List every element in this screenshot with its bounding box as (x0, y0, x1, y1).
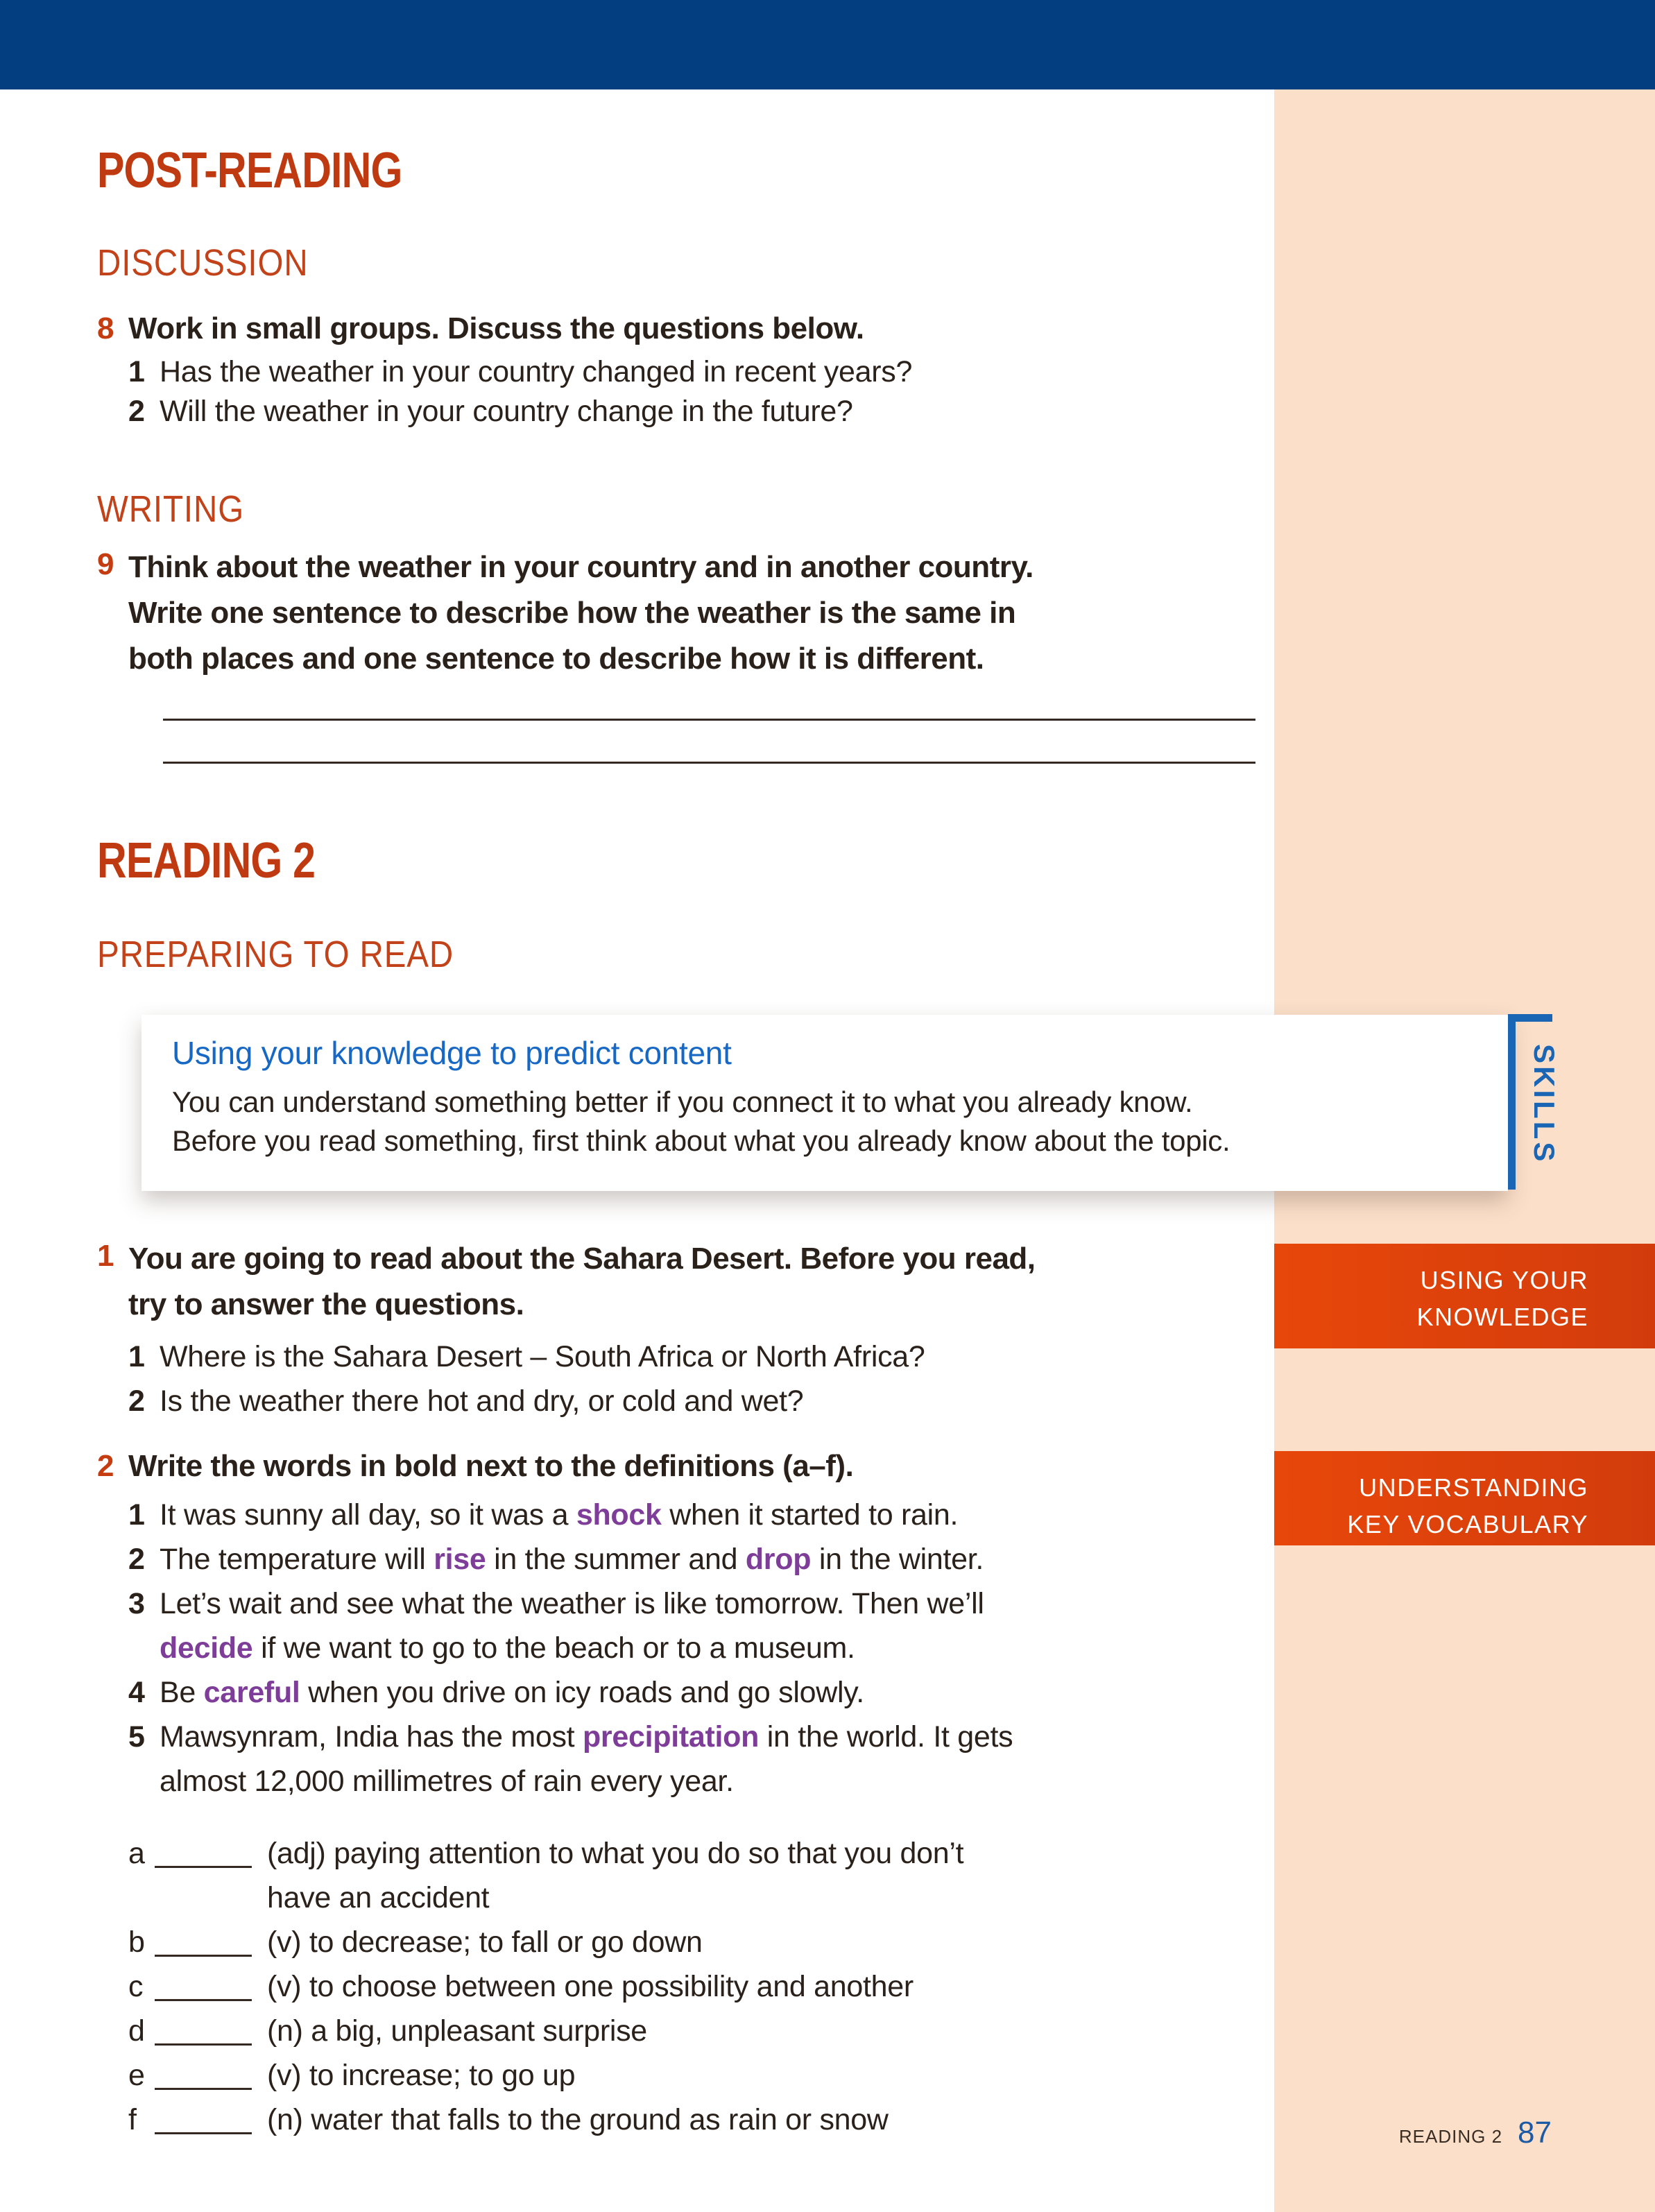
sentence-number: 3 (128, 1587, 145, 1620)
sentence-line (160, 1537, 984, 1581)
definition-blank[interactable] (155, 1964, 252, 2001)
question-text: Is the weather there hot and dry, or cold and wet? (160, 1384, 804, 1418)
definition-text (267, 1964, 914, 2009)
writing-heading: WRITING (97, 488, 245, 530)
page-number: 87 (1518, 2116, 1552, 2150)
skills-box-body (172, 1083, 1487, 1160)
sentence-row (128, 1581, 1013, 1670)
body-line: Before you read something, first think about what you already know about the topic. (172, 1124, 1230, 1157)
sentence-line (160, 1493, 958, 1537)
sentence-text: Let’s wait and see what the weather is like tomorrow. Then we’ll (160, 1587, 984, 1620)
instruction-line: Think about the weather in your country and in another country. (128, 550, 1034, 584)
exercise-1-number: 1 (97, 1239, 114, 1273)
question-row (128, 1379, 925, 1423)
sentence-text: in the world. It gets (759, 1720, 1013, 1754)
sentence-text: It was sunny all day, so it was a (160, 1498, 576, 1532)
question-row (128, 352, 912, 392)
sentence-row (128, 1715, 1013, 1803)
footer-section-label: READING 2 (1398, 2126, 1503, 2147)
sentence-text: in the summer and (486, 1543, 746, 1576)
sentence-number: 1 (128, 1498, 145, 1532)
exercise-8-number: 8 (97, 311, 114, 345)
vocabulary-sentence-list (128, 1493, 1013, 1803)
definition-list (128, 1831, 963, 2142)
exercise-9-number: 9 (97, 547, 114, 581)
vocabulary-keyword: shock (576, 1498, 662, 1532)
exercise-1-question-list (128, 1335, 925, 1423)
exercise-2 (97, 1446, 853, 1486)
sentence-text: Mawsynram, India has the most (160, 1720, 583, 1754)
reading-2-title: READING 2 (97, 833, 316, 889)
skills-box-heading: Using your knowledge to predict content (172, 1035, 732, 1071)
instruction-line: try to answer the questions. (128, 1287, 524, 1321)
definition-letter: e (128, 2059, 145, 2092)
definition-text-line: (v) to choose between one possibility and another (267, 1970, 914, 2003)
skills-vertical-label: SKILLS (1528, 1044, 1561, 1165)
definition-letter: a (128, 1837, 145, 1870)
callout-line: KNOWLEDGE (1416, 1303, 1588, 1331)
question-text: Where is the Sahara Desert – South Africa or North Africa? (160, 1340, 925, 1373)
definition-text (267, 1920, 703, 1964)
definition-text-line: (n) water that falls to the ground as rain or snow (267, 2103, 889, 2136)
definition-text (267, 2098, 889, 2142)
answer-line[interactable] (163, 762, 1255, 764)
sentence-line (160, 1670, 864, 1715)
callout-line: UNDERSTANDING (1359, 1473, 1588, 1502)
vocabulary-keyword: rise (434, 1543, 486, 1576)
sentence-number: 5 (128, 1720, 145, 1754)
callout-using-your-knowledge (1274, 1244, 1655, 1348)
page-footer (1399, 2116, 1552, 2150)
sentence-text: if we want to go to the beach or to a museum. (252, 1631, 855, 1665)
definition-blank[interactable] (155, 2098, 252, 2134)
definition-row (128, 1964, 963, 2009)
question-number: 2 (128, 1384, 145, 1418)
sentence-row (128, 1537, 1013, 1581)
definition-letter: c (128, 1970, 144, 2003)
post-reading-title: POST-READING (97, 143, 402, 198)
sentence-row (128, 1493, 1013, 1537)
definition-text-line: (adj) paying attention to what you do so that you don’t (267, 1837, 964, 1870)
exercise-2-instruction: Write the words in bold next to the definitions (a–f). (128, 1449, 854, 1483)
question-text: Has the weather in your country changed in recent years? (160, 355, 913, 388)
definition-text (267, 2053, 575, 2098)
preparing-to-read-heading: PREPARING TO READ (97, 934, 454, 975)
definition-text-line: (v) to increase; to go up (267, 2059, 576, 2092)
sentence-line (160, 1715, 1013, 1759)
question-row (128, 392, 912, 431)
definition-blank[interactable] (155, 1920, 252, 1957)
definition-letter: f (128, 2103, 137, 2136)
skills-bracket-bar (1508, 1014, 1516, 1190)
sentence-text: when it started to rain. (661, 1498, 959, 1532)
instruction-line: You are going to read about the Sahara Desert. Before you read, (128, 1242, 1036, 1276)
definition-text-line: (n) a big, unpleasant surprise (267, 2014, 647, 2048)
discussion-question-list (128, 352, 912, 431)
instruction-line: Write one sentence to describe how the weather is the same in (128, 596, 1016, 630)
exercise-2-number: 2 (97, 1449, 114, 1483)
definition-row (128, 2009, 963, 2053)
vocabulary-keyword: decide (160, 1631, 253, 1665)
sentence-text: almost 12,000 millimetres of rain every year. (160, 1765, 734, 1798)
question-text: Will the weather in your country change in the future? (160, 395, 853, 428)
sentence-text: Be (160, 1676, 204, 1709)
exercise-9-instruction (128, 545, 1034, 682)
sentence-lines (160, 1493, 958, 1537)
question-number: 1 (128, 355, 145, 388)
definition-letter: d (128, 2014, 145, 2048)
skills-box (142, 1015, 1508, 1191)
instruction-line: both places and one sentence to describe how it is different. (128, 642, 984, 676)
question-number: 2 (128, 395, 145, 428)
vocabulary-keyword: careful (203, 1676, 300, 1709)
definition-blank[interactable] (155, 2053, 252, 2090)
exercise-1-instruction (128, 1236, 1036, 1328)
definition-letter: b (128, 1926, 145, 1959)
sentence-lines (160, 1670, 864, 1715)
definition-text (267, 2009, 647, 2053)
exercise-1 (97, 1236, 1036, 1328)
sentence-number: 4 (128, 1676, 145, 1709)
sentence-line (160, 1581, 984, 1626)
definition-row (128, 2098, 963, 2142)
sentence-lines (160, 1537, 984, 1581)
sentence-row (128, 1670, 1013, 1715)
definition-row (128, 1920, 963, 1964)
sentence-text: in the winter. (811, 1543, 984, 1576)
sentence-text: The temperature will (160, 1543, 434, 1576)
definition-row (128, 2053, 963, 2098)
sentence-text: when you drive on icy roads and go slowly. (300, 1676, 864, 1709)
callout-understanding-key-vocabulary (1274, 1451, 1655, 1545)
definition-blank[interactable] (155, 1831, 252, 1868)
callout-line: USING YOUR (1420, 1266, 1588, 1294)
exercise-8 (97, 309, 864, 349)
sentence-line (160, 1759, 1013, 1803)
sentence-lines (160, 1581, 984, 1670)
page-top-bar (0, 0, 1655, 89)
vocabulary-keyword: drop (745, 1543, 812, 1576)
definition-text (267, 1831, 963, 1920)
definition-text-line: have an accident (267, 1881, 490, 1914)
question-number: 1 (128, 1340, 145, 1373)
answer-line[interactable] (163, 719, 1255, 721)
body-line: You can understand something better if you connect it to what you already know. (172, 1086, 1193, 1118)
question-row (128, 1335, 925, 1379)
definition-text-line: (v) to decrease; to fall or go down (267, 1926, 703, 1959)
definition-row (128, 1831, 963, 1920)
callout-line: KEY VOCABULARY (1347, 1510, 1588, 1538)
sentence-line (160, 1626, 984, 1670)
definition-blank[interactable] (155, 2009, 252, 2046)
exercise-9 (97, 545, 1034, 682)
sentence-number: 2 (128, 1543, 145, 1576)
exercise-8-instruction: Work in small groups. Discuss the questions below. (128, 311, 864, 345)
discussion-heading: DISCUSSION (97, 242, 309, 284)
vocabulary-keyword: precipitation (582, 1720, 760, 1754)
sentence-lines (160, 1715, 1013, 1803)
